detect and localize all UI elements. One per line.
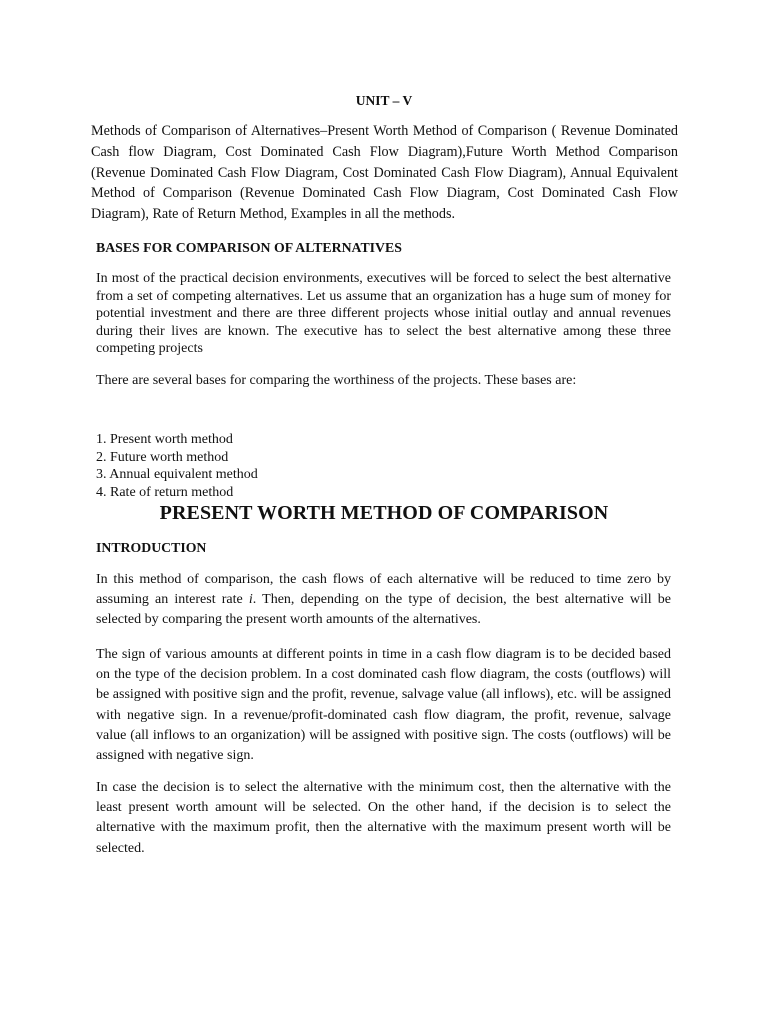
list-item: 4. Rate of return method (96, 484, 234, 500)
list-item: 3. Annual equivalent method (96, 467, 258, 483)
paragraph-text: . Then, depending on the type of decision, the best alternative will be selected by comparing the present worth amounts of the alternatives. (96, 592, 671, 628)
bases-section-heading: BASES FOR COMPARISON OF ALTERNATIVES (96, 240, 402, 255)
present-worth-title: PRESENT WORTH METHOD OF COMPARISON (159, 502, 609, 524)
unit-heading: UNIT – V (355, 93, 413, 108)
bases-paragraph-1: In most of the practical decision environments, executives will be forced to select the best alternative from a set of competing alternatives. Let us assume that an organization has a huge sum of money for potential investment and there are three different projects whose initial outlay and annual revenues during their lives are known. The executive has to select the best alternative among these three competing projects (96, 271, 671, 356)
unit-overview-paragraph: Methods of Comparison of Alternatives–Present Worth Method of Comparison ( Revenue Dominated Cash flow Diagram, Cost Dominated Cash Flow Diagram),Future Worth Method Comparison (Revenue Dominated Cash Flow Diagram, Cost Dominated Cash Flow Diagram), Annual Equivalent Method of Comparison (Revenue Dominated Cash Flow Diagram, Cost Dominated Cash Flow Diagram), Rate of Return Method, Examples in all the methods. (91, 123, 678, 223)
list-item: 1. Present worth method (96, 432, 233, 447)
present-worth-paragraph-1 (96, 570, 671, 631)
present-worth-paragraph-2: The sign of various amounts at different points in time in a cash flow diagram is to be decided based on the type of the decision problem. In a cost dominated cash flow diagram, the costs (outflows) will be assigned with positive sign and the profit, revenue, salvage value (all inflows), etc. will be assigned with negative sign. In a revenue/profit-dominated cash flow diagram, the profit, revenue, salvage value (all inflows to an organization) will be assigned with positive sign. The costs (outflows) will be assigned with negative sign. (96, 647, 671, 764)
bases-paragraph-2: There are several bases for comparing the worthiness of the projects. These bases are: (96, 373, 577, 388)
bases-list (96, 431, 258, 501)
present-worth-paragraph-3: In case the decision is to select the alternative with the minimum cost, then the alternative with the least present worth amount will be selected. On the other hand, if the decision is to select the alternative with the maximum profit, then the alternative with the maximum present worth will be selected. (96, 780, 671, 856)
paragraph-text: In this method of comparison, the cash flows of each alternative will be reduced to time zero by assuming an interest rate (96, 572, 671, 608)
list-item: 2. Future worth method (96, 449, 229, 465)
interest-rate-variable: i (248, 592, 253, 608)
introduction-heading: INTRODUCTION (96, 540, 207, 555)
